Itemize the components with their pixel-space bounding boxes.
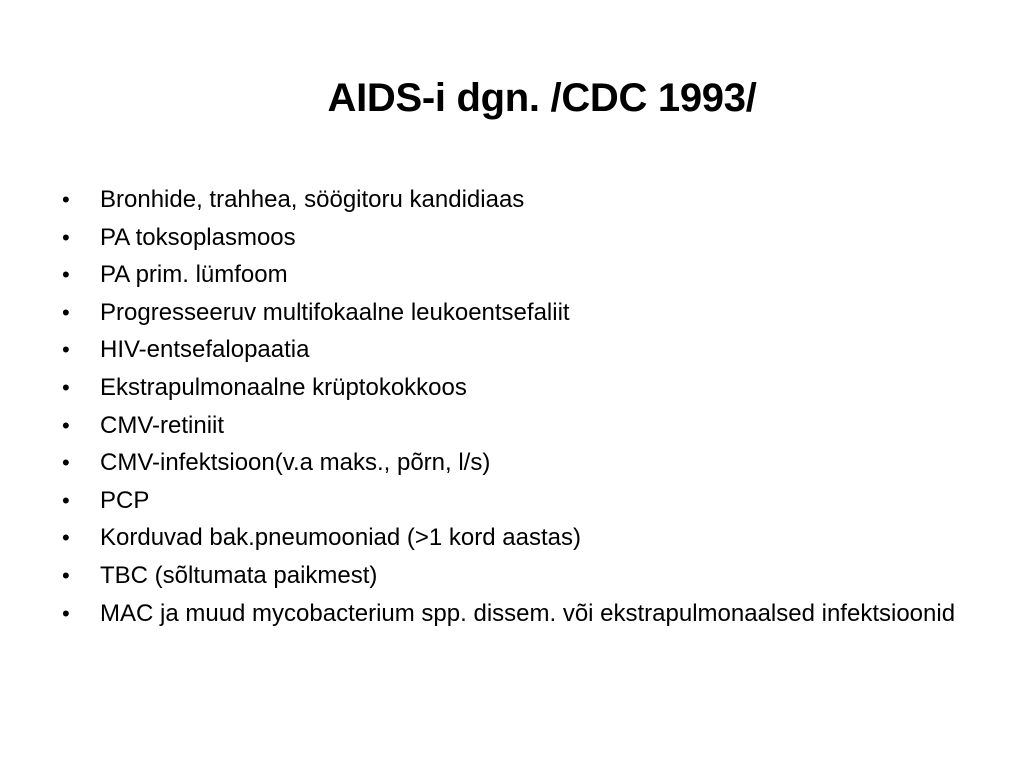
bullet-marker: • (62, 525, 70, 551)
bullet-text: CMV-infektsioon(v.a maks., põrn, l/s) (100, 449, 491, 477)
bullet-text: PA toksoplasmoos (100, 223, 296, 251)
bullet-marker: • (62, 600, 70, 626)
bullet-list (62, 181, 982, 628)
bullet-text: PA prim. lümfoom (100, 261, 288, 289)
bullet-text: Progresseeruv multifokaalne leukoentsefaliit (100, 298, 570, 326)
slide-title: AIDS-i dgn. /CDC 1993/ (327, 76, 757, 120)
bullet-text: PCP (100, 486, 150, 514)
bullet-item (62, 444, 982, 482)
bullet-item (62, 482, 982, 520)
bullet-text: TBC (sõltumata paikmest) (100, 561, 378, 589)
bullet-text: Korduvad bak.pneumooniad (>1 kord aastas) (100, 524, 581, 552)
bullet-marker: • (62, 374, 70, 400)
bullet-item (62, 407, 982, 445)
bullet-item (62, 519, 982, 557)
bullet-item (62, 331, 982, 369)
bullet-marker: • (62, 337, 70, 363)
bullet-item (62, 219, 982, 257)
bullet-marker: • (62, 487, 70, 513)
bullet-marker: • (62, 224, 70, 250)
bullet-marker: • (62, 187, 70, 212)
bullet-item (62, 369, 982, 407)
bullet-marker: • (62, 450, 70, 476)
bullet-marker: • (62, 262, 70, 288)
bullet-item (62, 181, 982, 219)
bullet-item (62, 294, 982, 332)
bullet-marker: • (62, 562, 70, 588)
bullet-marker: • (62, 412, 70, 438)
bullet-text: HIV-entsefalopaatia (100, 336, 310, 364)
bullet-item (62, 557, 982, 595)
bullet-item (62, 256, 982, 294)
bullet-text: CMV-retiniit (100, 411, 225, 439)
bullet-text: Ekstrapulmonaalne krüptokokkoos (100, 373, 467, 401)
bullet-text: Bronhide, trahhea, söögitoru kandidiaas (100, 186, 525, 213)
bullet-text: MAC ja muud mycobacterium spp. dissem. või ekstrapulmonaalsed infektsioonid (100, 599, 956, 627)
bullet-marker: • (62, 299, 70, 325)
bullet-item (62, 595, 982, 628)
